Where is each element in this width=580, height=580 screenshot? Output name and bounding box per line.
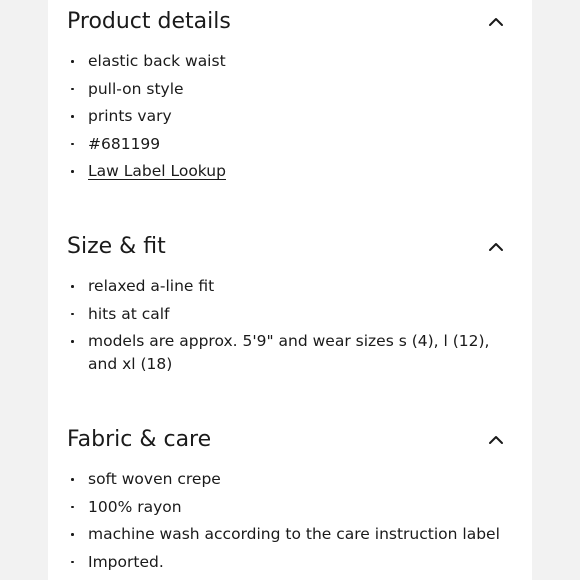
bullet-icon xyxy=(71,340,74,343)
list-item: prints vary xyxy=(48,105,532,128)
product-details-list xyxy=(48,50,532,188)
list-item xyxy=(48,160,532,183)
chevron-up-icon[interactable] xyxy=(486,430,506,450)
chevron-up-icon[interactable] xyxy=(486,237,506,257)
law-label-lookup-link[interactable]: Law Label Lookup xyxy=(88,162,226,180)
product-details-header[interactable] xyxy=(48,0,532,44)
bullet-icon xyxy=(71,115,74,118)
size-fit-list xyxy=(48,275,532,381)
list-item: machine wash according to the care instruction label xyxy=(48,523,532,546)
list-item: models are approx. 5'9" and wear sizes s (4), l (12), and xl (18) xyxy=(48,330,532,376)
fabric-care-header[interactable] xyxy=(48,418,532,462)
list-item: pull-on style xyxy=(48,78,532,101)
size-fit-title: Size & fit xyxy=(67,234,166,259)
fabric-care-title: Fabric & care xyxy=(67,427,212,452)
fabric-care-list xyxy=(48,468,532,578)
list-item: hits at calf xyxy=(48,303,532,326)
bullet-icon xyxy=(71,313,74,316)
list-item: Imported. xyxy=(48,551,532,574)
product-details-title: Product details xyxy=(67,9,231,34)
bullet-icon xyxy=(71,88,74,91)
size-fit-header[interactable] xyxy=(48,225,532,269)
list-item: #681199 xyxy=(48,133,532,156)
list-item: soft woven crepe xyxy=(48,468,532,491)
bullet-icon xyxy=(71,561,74,564)
bullet-icon xyxy=(71,478,74,481)
chevron-up-icon[interactable] xyxy=(486,12,506,32)
bullet-icon xyxy=(71,533,74,536)
bullet-icon xyxy=(71,143,74,146)
bullet-icon xyxy=(71,506,74,509)
bullet-icon xyxy=(71,60,74,63)
list-item: elastic back waist xyxy=(48,50,532,73)
bullet-icon xyxy=(71,170,74,173)
list-item: relaxed a-line fit xyxy=(48,275,532,298)
bullet-icon xyxy=(71,285,74,288)
product-info-panel xyxy=(48,0,532,580)
list-item: 100% rayon xyxy=(48,496,532,519)
